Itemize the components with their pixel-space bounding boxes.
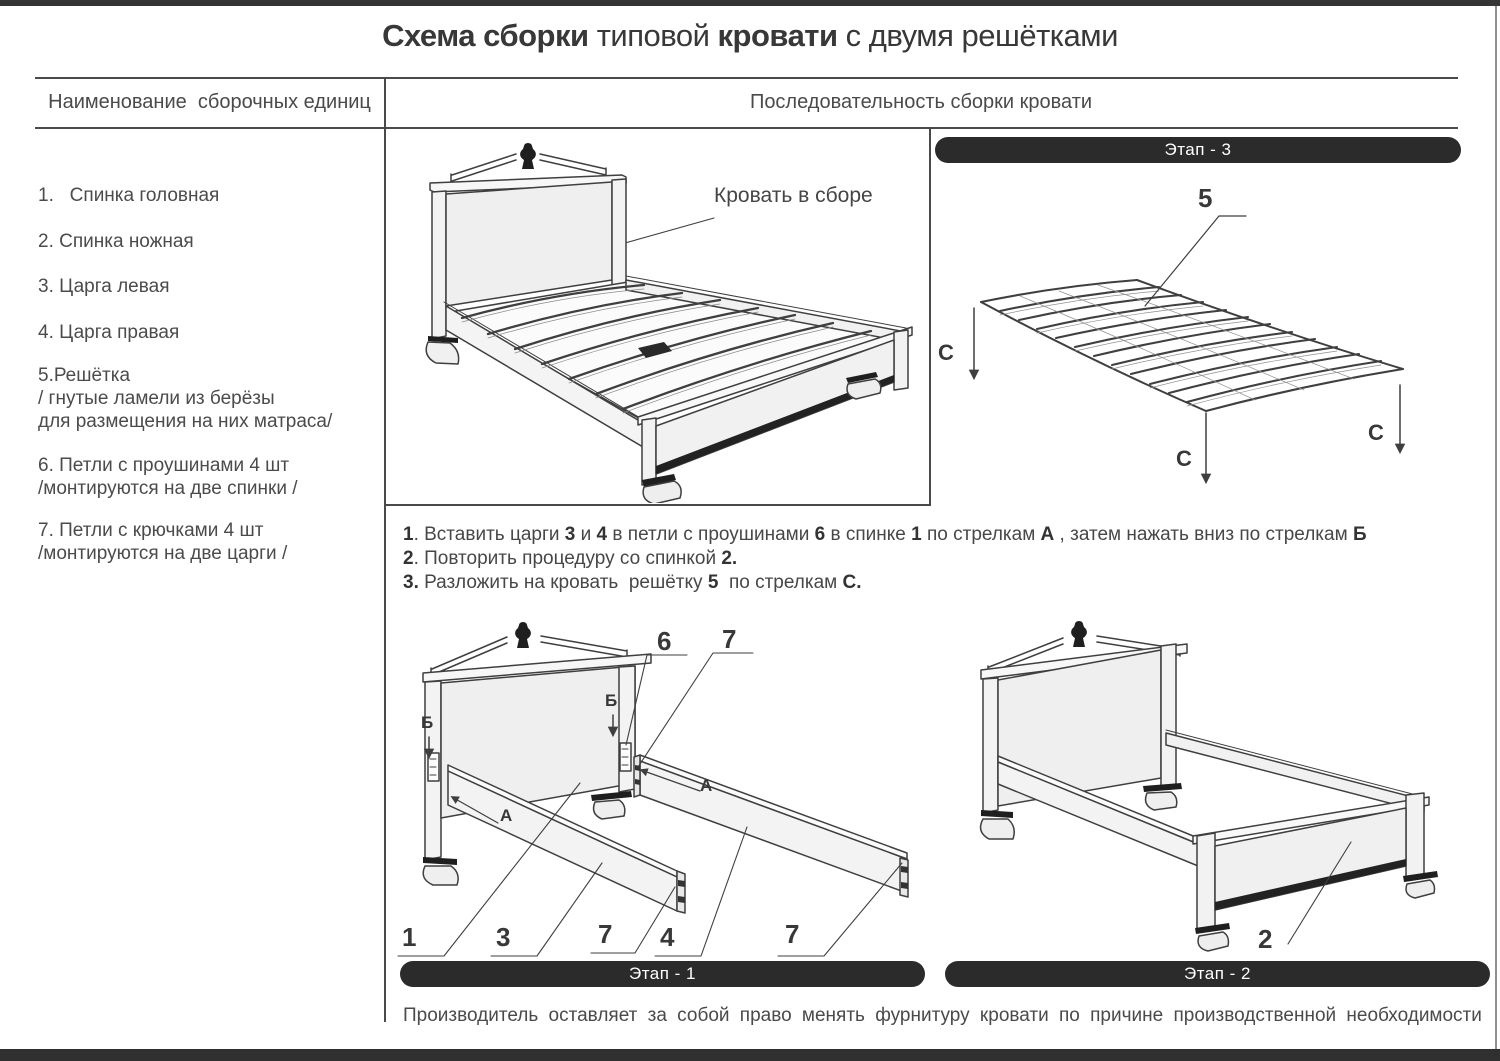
stage1-banner: Этап - 1 <box>400 961 925 987</box>
footboard-near-foot <box>1198 932 1228 951</box>
finial-vase <box>515 622 531 648</box>
parts-list-item-7: 7. Петли с крючками 4 шт /монтируются на две царги / <box>38 520 288 564</box>
label-arrow-a-right: А <box>700 776 713 795</box>
stage2-banner: Этап - 2 <box>945 961 1490 987</box>
label-arrow-b-right: Б <box>605 691 618 710</box>
instruction-line-3: 3. Разложить на кровать решётку 5 по стрелкам С. <box>403 572 862 593</box>
headboard-panel <box>446 182 612 306</box>
headboard-foot <box>426 342 458 364</box>
slat-base-drawing <box>930 162 1500 508</box>
label-arrow-c-left: С <box>938 340 954 365</box>
headboard-left-foot <box>981 819 1015 839</box>
title-part: с двумя решётками <box>837 18 1118 53</box>
label-part-6: 6 <box>657 626 672 656</box>
top-edge-band <box>0 0 1500 6</box>
stage3-banner: Этап - 3 <box>935 137 1461 163</box>
manufacturer-disclaimer: Производитель оставляет за собой право менять фурнитуру кровати по причине производственной необходимости <box>403 1005 1482 1026</box>
finial-vase <box>1071 621 1087 647</box>
label-part-2: 2 <box>1258 924 1273 954</box>
parts-list-item-2: 2. Спинка ножная <box>38 231 194 252</box>
finial-vase <box>520 143 536 169</box>
label-part-4: 4 <box>660 922 675 952</box>
label-arrow-c-mid: С <box>1176 446 1192 471</box>
pediment-left-bar <box>451 154 516 182</box>
instruction-line-2: 2. Повторить процедуру со спинкой 2. <box>403 548 738 569</box>
parts-list-item-6: 6. Петли с проушинами 4 шт /монтируются на две спинки / <box>38 455 298 499</box>
headboard-left-foot <box>423 866 458 885</box>
label-part-7-top: 7 <box>722 624 737 654</box>
callout-leader-5 <box>1145 216 1246 306</box>
page-title <box>0 18 1500 54</box>
footboard-far-foot <box>1406 880 1435 898</box>
parts-list-item-4: 4. Царга правая <box>38 322 180 343</box>
headboard-right-post <box>619 666 635 792</box>
headboard-left-stile <box>432 191 446 339</box>
rail-left-end <box>677 871 685 913</box>
footboard-far-post <box>894 330 908 390</box>
headboard-right-foot <box>1146 792 1177 810</box>
instruction-line-1: 1. Вставить царги 3 и 4 в петли с проушинами 6 в спинке 1 по стрелкам А , затем нажать вниз по стрелкам Б <box>403 524 1367 545</box>
title-part: типовой <box>588 18 718 53</box>
label-arrow-b-left: Б <box>421 713 434 732</box>
rule-top <box>35 77 1458 79</box>
label-arrow-a-left: А <box>500 806 513 825</box>
stage1-drawing <box>395 615 935 960</box>
parts-column-header: Наименование сборочных единиц <box>48 91 371 113</box>
pediment-right-bar <box>540 154 606 176</box>
label-part-7-mid: 7 <box>598 919 613 949</box>
headboard-left-stile <box>983 678 998 813</box>
headboard-right-post <box>1161 644 1176 787</box>
footboard-far-post <box>1406 793 1424 881</box>
sequence-column-header: Последовательность сборки кровати <box>749 91 1093 113</box>
label-part-3: 3 <box>496 922 511 952</box>
overview-box-bottom <box>384 504 931 506</box>
label-part-5: 5 <box>1198 183 1213 213</box>
parts-list-item-3: 3. Царга левая <box>38 276 170 297</box>
stage2-drawing <box>945 610 1500 955</box>
far-rail <box>1166 733 1424 812</box>
title-part-bold: Схема сборки <box>382 18 589 53</box>
footboard-near-post <box>1197 833 1215 931</box>
rule-under-headers <box>35 127 1458 129</box>
assembled-bed-callout: Кровать в сборе <box>714 184 873 207</box>
pediment-right-bar <box>541 636 627 658</box>
label-part-7-right: 7 <box>785 919 800 949</box>
bottom-edge-band <box>0 1049 1500 1061</box>
rail-right-left-end <box>634 755 640 797</box>
headboard-right-foot <box>594 800 625 819</box>
parts-list-item-1: 1. Спинка головная <box>38 185 220 206</box>
parts-list-item-5: 5.Решётка / гнутые ламели из берёзы для размещения на них матраса/ <box>38 365 333 432</box>
footboard-near-post <box>642 418 656 485</box>
label-part-1: 1 <box>402 922 417 952</box>
title-part-bold: кровати <box>717 18 838 53</box>
label-arrow-c-right: С <box>1368 420 1384 445</box>
